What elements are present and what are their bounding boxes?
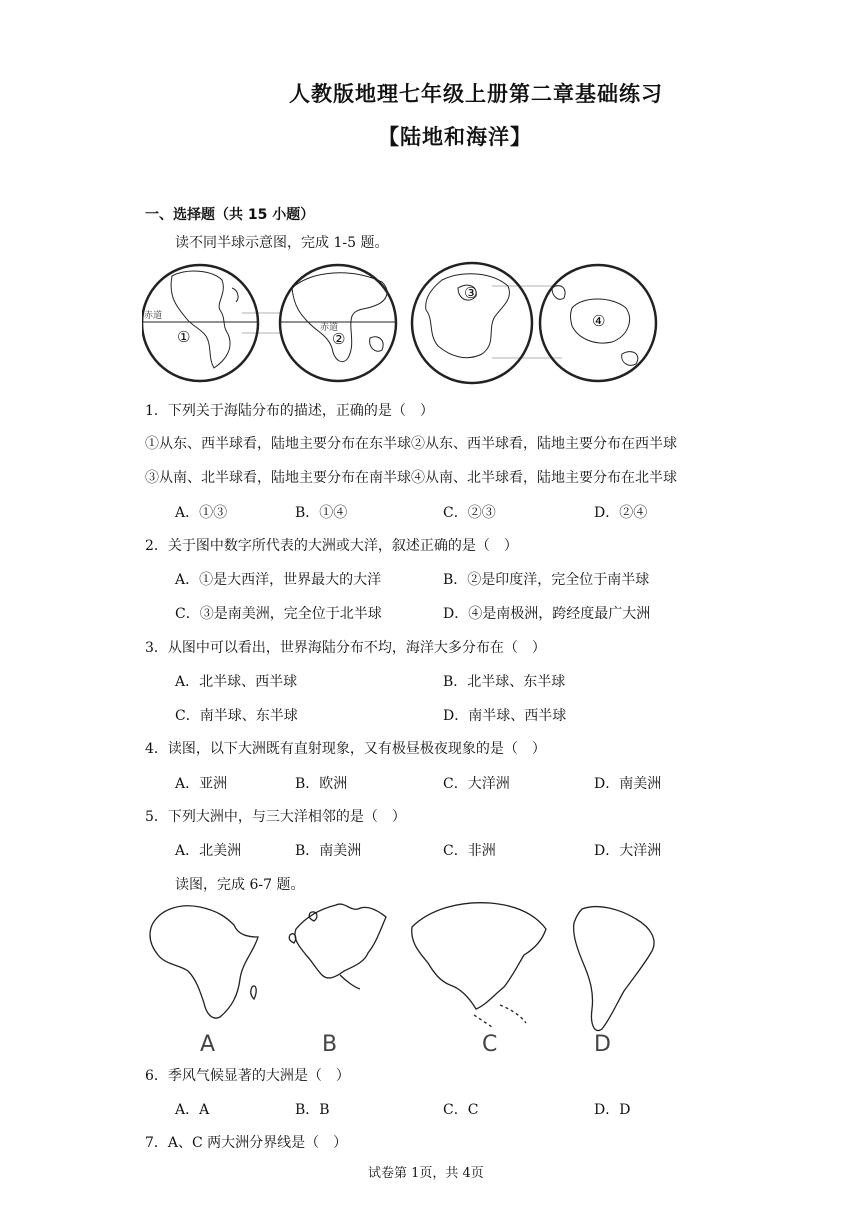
question-4-option-d[interactable]: D．南美洲 xyxy=(594,776,662,792)
question-2-stem: 2．关于图中数字所代表的大洲或大洋，叙述正确的是（ ） xyxy=(145,538,518,554)
question-1-stem: 1．下列关于海陆分布的描述，正确的是（ ） xyxy=(145,403,434,419)
question-6-option-c[interactable]: C．C xyxy=(443,1102,479,1118)
question-6-stem: 6．季风气候显著的大洲是（ ） xyxy=(145,1068,350,1084)
question-3-stem: 3．从图中可以看出，世界海陆分布不均，海洋大多分布在（ ） xyxy=(145,640,546,656)
question-5-stem: 5．下列大洲中，与三大洋相邻的是（ ） xyxy=(145,809,406,825)
continent-label-b: B xyxy=(322,1032,338,1055)
question-4-stem: 4．读图，以下大洲既有直射现象，又有极昼极夜现象的是（ ） xyxy=(145,741,546,757)
question-3-option-d[interactable]: D．南半球、西半球 xyxy=(443,708,567,724)
question-7-stem: 7．A、C 两大洲分界线是（ ） xyxy=(145,1135,348,1151)
question-1-option-d[interactable]: D．②④ xyxy=(594,505,648,521)
question-2-option-d[interactable]: D．④是南极洲，跨经度最广大洲 xyxy=(443,606,651,622)
page-footer: 试卷第 1页，共 4页 xyxy=(368,1166,484,1181)
question-1-option-b[interactable]: B．①④ xyxy=(295,505,348,521)
question-2-option-b[interactable]: B．②是印度洋，完全位于南半球 xyxy=(443,572,650,588)
page-title: 人教版地理七年级上册第二章基础练习 xyxy=(289,82,663,106)
label-3: ③ xyxy=(464,284,478,302)
question-3-option-a[interactable]: A．北半球、西半球 xyxy=(175,674,298,690)
question-1-statement-1: ①从东、西半球看，陆地主要分布在东半球②从东、西半球看，陆地主要分布在西半球 xyxy=(145,436,677,452)
question-2-option-a[interactable]: A．①是大西洋，世界最大的大洋 xyxy=(175,572,382,588)
equator-label-2: 赤道 xyxy=(320,323,339,333)
page-subtitle: 【陆地和海洋】 xyxy=(378,125,532,149)
continent-label-a: A xyxy=(200,1032,216,1055)
question-1-statement-2: ③从南、北半球看，陆地主要分布在南半球④从南、北半球看，陆地主要分布在北半球 xyxy=(145,470,677,486)
continent-label-d: D xyxy=(594,1032,611,1055)
continent-label-c: C xyxy=(482,1032,498,1055)
question-1-option-c[interactable]: C．②③ xyxy=(443,505,496,521)
question-5-option-c[interactable]: C．非洲 xyxy=(443,843,496,859)
question-3-option-b[interactable]: B．北半球、东半球 xyxy=(443,674,566,690)
equator-label-1: 赤道 xyxy=(144,311,163,321)
section-heading: 一、选择题（共 15 小题） xyxy=(145,207,315,223)
hemisphere-globes-figure xyxy=(142,258,662,388)
question-2-option-c[interactable]: C．③是南美洲，完全位于北半球 xyxy=(175,606,382,622)
intro-text-1: 读不同半球示意图，完成 1-5 题。 xyxy=(175,235,389,251)
label-4: ④ xyxy=(592,312,606,330)
intro-text-2: 读图，完成 6-7 题。 xyxy=(175,877,305,893)
question-3-option-c[interactable]: C．南半球、东半球 xyxy=(175,708,298,724)
continent-outlines-figure xyxy=(140,895,670,1055)
question-5-option-b[interactable]: B．南美洲 xyxy=(295,843,362,859)
question-6-option-d[interactable]: D．D xyxy=(594,1102,631,1118)
label-1: ① xyxy=(177,328,191,346)
question-4-option-b[interactable]: B．欧洲 xyxy=(295,776,348,792)
question-4-option-a[interactable]: A．亚洲 xyxy=(175,776,228,792)
question-5-option-a[interactable]: A．北美洲 xyxy=(175,843,242,859)
question-6-option-a[interactable]: A．A xyxy=(175,1102,210,1118)
question-5-option-d[interactable]: D．大洋洲 xyxy=(594,843,662,859)
question-1-option-a[interactable]: A．①③ xyxy=(175,505,228,521)
label-2: ② xyxy=(332,330,346,348)
question-4-option-c[interactable]: C．大洋洲 xyxy=(443,776,510,792)
question-6-option-b[interactable]: B．B xyxy=(295,1102,330,1118)
